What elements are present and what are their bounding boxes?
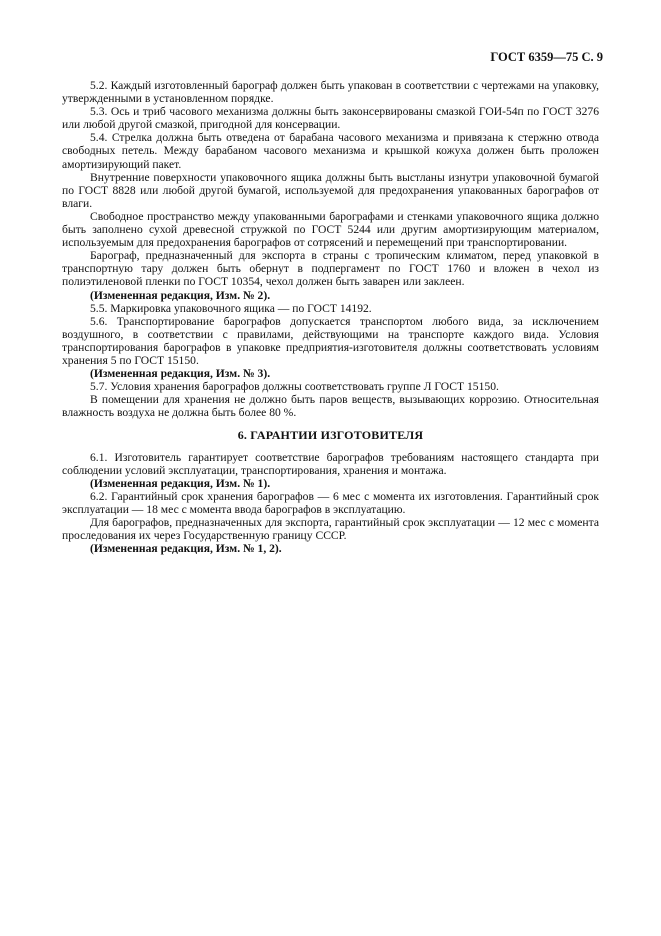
paragraph-export-warranty: Для барографов, предназначенных для экспорта, гарантийный срок эксплуатации — 12 мес с момента проследования их через Государственную границу СССР. bbox=[62, 516, 599, 543]
amendment-note: (Измененная редакция, Изм. № 1, 2). bbox=[90, 542, 282, 556]
paragraph-5-5: 5.5. Маркировка упаковочного ящика — по ГОСТ 14192. bbox=[90, 301, 372, 315]
paragraph-5-2: 5.2. Каждый изготовленный барограф должен быть упакован в соответствии с чертежами на упаковку, утвержденными в установленном порядке. bbox=[62, 79, 599, 106]
paragraph-5-3: 5.3. Ось и триб часового механизма должны быть законсервированы смазкой ГОИ-54п по ГОСТ 3276 или любой другой смазкой, пригодной для консервации. bbox=[62, 105, 599, 132]
paragraph-free-space: Свободное пространство между упакованными барографами и стенками упаковочного ящика должно быть заполнено сухой древесной стружкой по ГОСТ 5244 или другим амортизирующим материалом, используемым для предохранения барографов от сотрясений и перемещений при транспортировании. bbox=[62, 209, 599, 250]
page-header: ГОСТ 6359—75 С. 9 bbox=[490, 50, 603, 64]
document-body bbox=[62, 79, 599, 555]
paragraph-6-1: 6.1. Изготовитель гарантирует соответствие барографов требованиям настоящего стандарта при соблюдении условий эксплуатации, транспортирования, хранения и монтажа. bbox=[62, 450, 599, 477]
paragraph-5-4: 5.4. Стрелка должна быть отведена от барабана часового механизма и привязана к стержню отвода свободных петель. Между барабаном часового механизма и крышкой кожуха должен быть проложен амортизирующий пакет. bbox=[62, 131, 599, 171]
amendment-note: (Измененная редакция, Изм. № 1). bbox=[90, 476, 271, 490]
paragraph-box-lining: Внутренние поверхности упаковочного ящика должны быть выстланы изнутри упаковочной бумагой по ГОСТ 8828 или любой другой бумагой, используемой для предохранения упакованных барографов от влаги. bbox=[62, 170, 599, 210]
paragraph-5-6: 5.6. Транспортирование барографов допускается транспортом любого вида, за исключением воздушного, в соответствии с правилами, действующими на транспорте каждого вида. Условия транспортирования барографов в упаковке предприятия-изготовителя должны соответствовать условиям хранения 5 по ГОСТ 15150. bbox=[62, 314, 599, 367]
amendment-note: (Измененная редакция, Изм. № 2). bbox=[90, 288, 271, 302]
amendment-note: (Измененная редакция, Изм. № 3). bbox=[90, 367, 271, 381]
paragraph-export-tropical: Барограф, предназначенный для экспорта в страны с тропическим климатом, перед упаковкой в транспортную тару должен быть обернут в подпергамент по ГОСТ 1760 и вложен в чехол из полиэтиленовой пленки по ГОСТ 10354, чехол должен быть заварен или заклеен. bbox=[62, 249, 599, 289]
paragraph-storage-room: В помещении для хранения не должно быть паров веществ, вызывающих коррозию. Относительная влажность воздуха не должна быть более 80 %. bbox=[62, 393, 599, 420]
paragraph-5-7: 5.7. Условия хранения барографов должны соответствовать группе Л ГОСТ 15150. bbox=[90, 380, 499, 394]
section-6-heading: 6. ГАРАНТИИ ИЗГОТОВИТЕЛЯ bbox=[237, 428, 424, 443]
paragraph-6-2: 6.2. Гарантийный срок хранения барографов — 6 мес с момента их изготовления. Гарантийный срок эксплуатации — 18 мес с момента ввода барографов в эксплуатацию. bbox=[62, 489, 599, 516]
